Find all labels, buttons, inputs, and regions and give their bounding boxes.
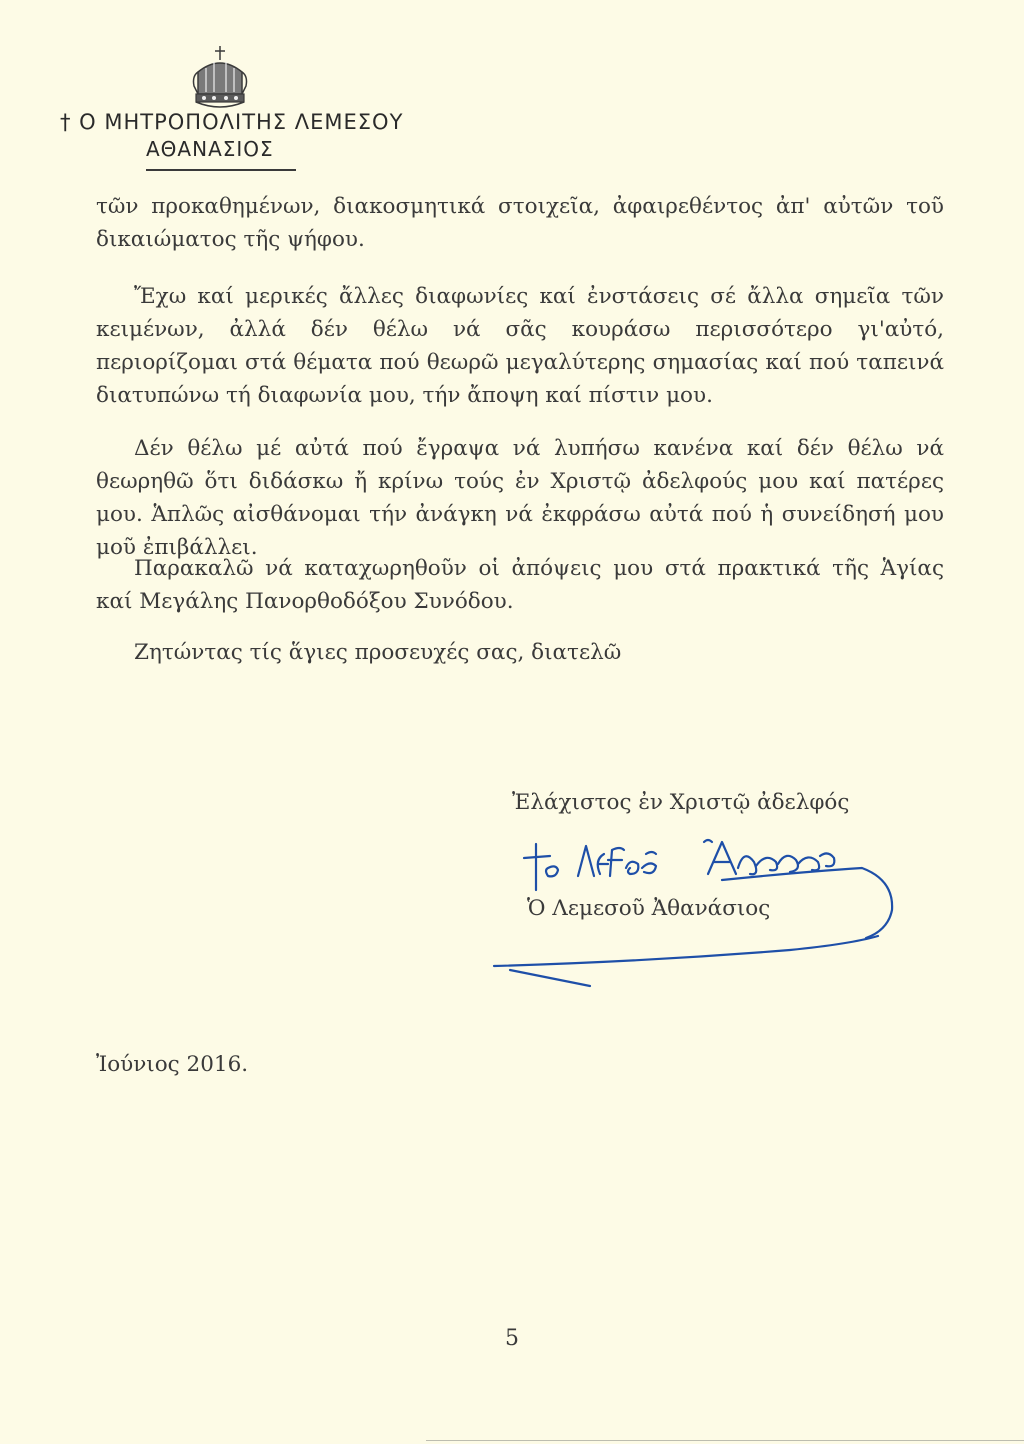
page-number: 5 — [505, 1326, 519, 1351]
letterhead-name: ΑΘΑΝΑΣΙΟΣ — [146, 137, 274, 161]
signer-name: Ὁ Λεμεσοῦ Ἀθανάσιος — [527, 896, 771, 921]
letterhead-underline — [146, 169, 296, 171]
paragraph-closing: Ζητώντας τίς ἅγιες προσευχές σας, διατελῶ — [134, 640, 622, 665]
crown-crest-icon — [188, 46, 252, 118]
scan-edge-line — [426, 1440, 1024, 1441]
paragraph-intent: Δέν θέλω μέ αὐτά πού ἔγραψα νά λυπήσω κανένα καί δέν θέλω νά θεωρηθῶ ὅτι διδάσκω ἤ κρίνω τούς ἐν Χριστῷ ἀδελφούς μου καί πατέρες μου. Ἁπλῶς αἰσθάνομαι τήν ἀνάγκη νά ἐκφράσω αὐτά πού ἡ συνείδησή μου μοῦ ἐπιβάλλει. — [96, 436, 944, 560]
paragraph-continuation: τῶν προκαθημένων, διακοσμητικά στοιχεῖα, ἀφαιρεθέντος ἀπ' αὐτῶν τοῦ δικαιώματος τῆς ψήφου. — [96, 194, 944, 252]
closing-salutation: Ἐλάχιστος ἐν Χριστῷ ἀδελφός — [512, 790, 850, 815]
paragraph-request: Παρακαλῶ νά καταχωρηθοῦν οἱ ἀπόψεις μου στά πρακτικά τῆς Ἁγίας καί Μεγάλης Πανορθοδόξου Συνόδου. — [96, 556, 944, 614]
paragraph-objections: Ἔχω καί μερικές ἄλλες διαφωνίες καί ἐνστάσεις σέ ἄλλα σημεῖα τῶν κειμένων, ἀλλά δέν θέλω νά σᾶς κουράσω περισσότερο γι'αὐτό, περιορίζομαι στά θέματα πού θεωρῶ μεγαλύτερης σημασίας καί πού ταπεινά διατυπώνω τή διαφωνία μου, τήν ἄποψη καί πίστιν μου. — [96, 284, 944, 408]
letterhead-title: † Ο ΜΗΤΡΟΠΟΛΙΤΗΣ ΛΕΜΕΣΟΥ — [60, 110, 404, 134]
letter-date: Ἰούνιος 2016. — [96, 1052, 249, 1077]
